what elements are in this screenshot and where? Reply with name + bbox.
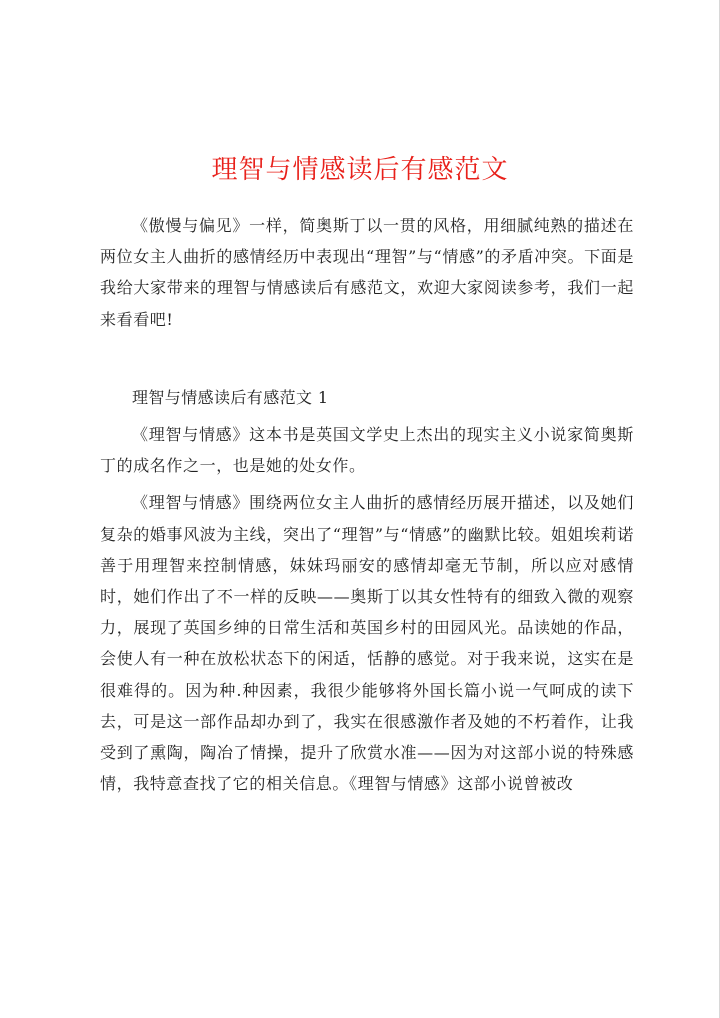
body-paragraph-1: 《理智与情感》这本书是英国文学史上杰出的现实主义小说家简奥斯丁的成名作之一，也是她的处女作。 (100, 425, 634, 476)
intro-paragraph: 《傲慢与偏见》一样，简奥斯丁以一贯的风格，用细腻纯熟的描述在两位女主人曲折的感情经历中表现出“理智”与“情感”的矛盾冲突。下面是我给大家带来的理智与情感读后有感范文，欢迎大家阅读参考，我们一起来看看吧! (100, 216, 634, 329)
document-title: 理智与情感读后有感范文 (211, 155, 509, 185)
body-paragraph-2: 《理智与情感》围绕两位女主人曲折的感情经历展开描述，以及她们复杂的婚事风波为主线，突出了“理智”与“情感”的幽默比较。姐姐埃莉诺善于用理智来控制情感，妹妹玛丽安的感情却毫无节制，所以应对感情时，她们作出了不一样的反映——奥斯丁以其女性特有的细致入微的观察力，展现了英国乡绅的日常生活和英国乡村的田园风光。品读她的作品，会使人有一种在放松状态下的闲适，恬静的感觉。对于我来说，这实在是很难得的。因为种.种因素，我很少能够将外国长篇小说一气呵成的读下去，可是这一部作品却办到了，我实在很感激作者及她的不朽着作，让我受到了熏陶，陶冶了情操，提升了欣赏水准——因为对这部小说的特殊感情，我特意查找了它的相关信息。《理智与情感》这部小说曾被改 (100, 493, 634, 794)
document-body (100, 210, 634, 799)
spacer (100, 335, 634, 382)
section-heading: 理智与情感读后有感范文 1 (132, 387, 329, 407)
